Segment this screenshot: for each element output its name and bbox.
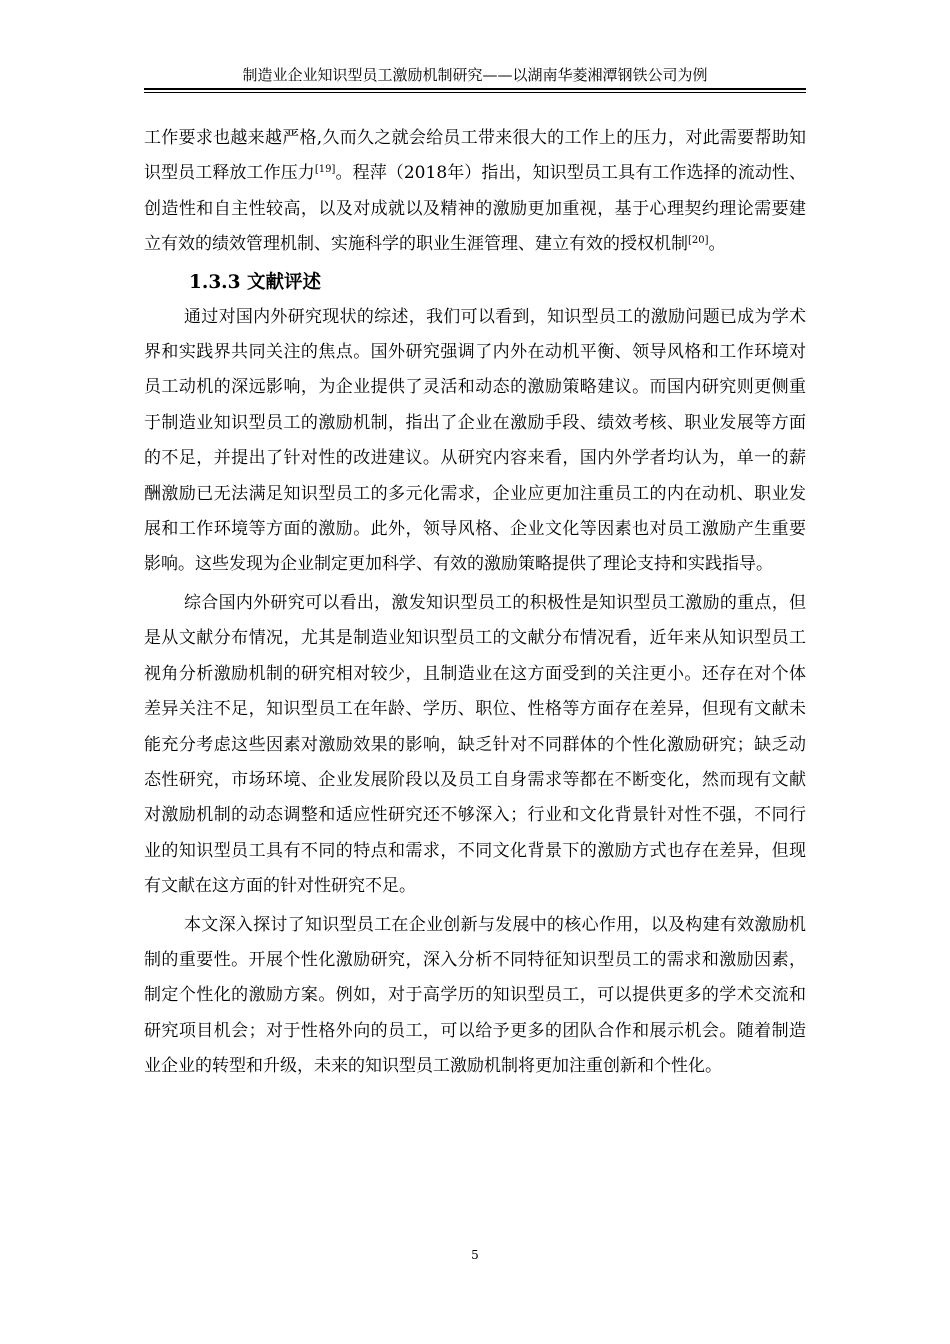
paragraph-continued: [144, 121, 806, 263]
citation: [20]: [688, 235, 709, 247]
paragraph-text: 。程萍（2018年）指出，知识型员工具有工作选择的流动性、创造性和自主性较高，以及对成就以及精神的激励更加重视，基于心理契约理论需要建立有效的绩效管理机制、实施科学的职业生涯管理、建立有效的授权机制: [144, 163, 806, 255]
page-body: [144, 121, 806, 1085]
header-rule-thick: [144, 88, 806, 90]
paragraph-text: 。: [708, 234, 726, 255]
running-header: 制造业企业知识型员工激励机制研究——以湖南华菱湘潭钢铁公司为例: [242, 66, 708, 84]
header-rule-thin: [144, 92, 806, 93]
page-number: 5: [471, 1248, 479, 1262]
paragraph-text: 工作要求也越来越严格,久而久之就会给员工带来很大的工作上的压力，对此需要帮助知识型员工释放工作压力: [144, 128, 806, 184]
paragraph-research-gaps: 综合国内外研究可以看出，激发知识型员工的积极性是知识型员工激励的重点，但是从文献分布情况，尤其是制造业知识型员工的文献分布情况看，近年来从知识型员工视角分析激励机制的研究相对较少，且制造业在这方面受到的关注更小。还存在对个体差异关注不足，知识型员工在年龄、学历、职位、性格等方面存在差异，但现有文献未能充分考虑这些因素对激励效果的影响，缺乏针对不同群体的个性化激励研究；缺乏动态性研究，市场环境、企业发展阶段以及员工自身需求等都在不断变化，然而现有文献对激励机制的动态调整和适应性研究还不够深入；行业和文化背景针对性不强，不同行业的知识型员工具有不同的特点和需求，不同文化背景下的激励方式也存在差异，但现有文献在这方面的针对性研究不足。: [144, 592, 806, 897]
section-heading: 1.3.3 文献评述: [189, 271, 321, 293]
paragraph-study-focus: 本文深入探讨了知识型员工在企业创新与发展中的核心作用，以及构建有效激励机制的重要性。开展个性化激励研究，深入分析不同特征知识型员工的需求和激励因素，制定个性化的激励方案。例如，对于高学历的知识型员工，可以提供更多的学术交流和研究项目机会；对于性格外向的员工，可以给予更多的团队合作和展示机会。随着制造业企业的转型和升级，未来的知识型员工激励机制将更加注重创新和个性化。: [144, 914, 806, 1077]
paragraph-literature-review: 通过对国内外研究现状的综述，我们可以看到，知识型员工的激励问题已成为学术界和实践界共同关注的焦点。国外研究强调了内外在动机平衡、领导风格和工作环境对员工动机的深远影响，为企业提供了灵活和动态的激励策略建议。而国内研究则更侧重于制造业知识型员工的激励机制，指出了企业在激励手段、绩效考核、职业发展等方面的不足，并提出了针对性的改进建议。从研究内容来看，国内外学者均认为，单一的薪酬激励已无法满足知识型员工的多元化需求，企业应更加注重员工的内在动机、职业发展和工作环境等方面的激励。此外，领导风格、企业文化等因素也对员工激励产生重要影响。这些发现为企业制定更加科学、有效的激励策略提供了理论支持和实践指导。: [144, 306, 806, 575]
citation: [19]: [314, 164, 336, 176]
